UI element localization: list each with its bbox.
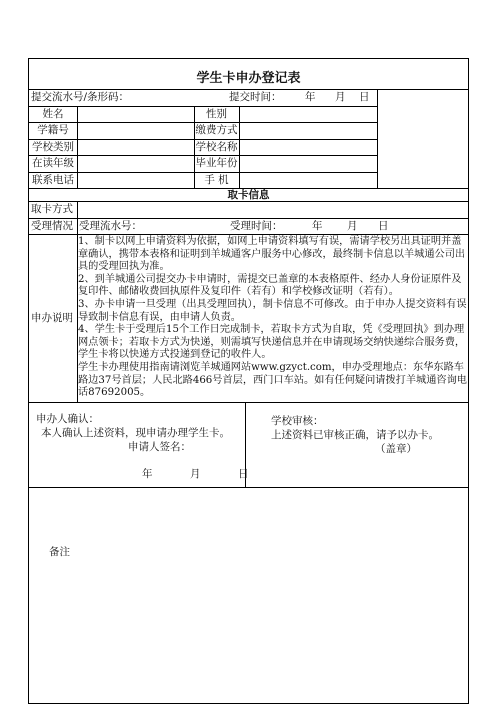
- mobile-label: 手 机: [204, 174, 229, 186]
- phone-field[interactable]: [78, 173, 193, 188]
- grad-year-field[interactable]: [240, 156, 376, 171]
- applicant-signature-field[interactable]: [189, 440, 243, 454]
- instructions-text: [78, 236, 468, 400]
- serial-label: 提交流水号/条形码：: [31, 91, 130, 103]
- school-type-label: 学校类别: [32, 141, 74, 153]
- mobile-field[interactable]: [240, 173, 376, 188]
- status-label: 受理情况: [31, 220, 73, 232]
- name-field[interactable]: [78, 107, 193, 122]
- remarks-field[interactable]: [89, 489, 467, 699]
- accept-month: 月: [347, 220, 358, 232]
- accept-time-label: 受理时间：: [230, 220, 283, 232]
- payment-label: 缴费方式: [195, 124, 238, 136]
- accept-year: 年: [312, 220, 323, 232]
- remarks-label: 备注: [49, 546, 70, 558]
- grade-label: 在读年级: [32, 157, 74, 169]
- name-label: 姓名: [42, 108, 64, 120]
- pickup-method-label: 取卡方式: [31, 203, 73, 215]
- school-statement: 上述资料已审核正确，请予以办卡。: [271, 429, 439, 441]
- applicant-month: 月: [190, 468, 201, 480]
- instruction-item: 学生卡办理使用指南请浏览羊城通网站www.gzyct.com，申办受理地点：东华东路车路边37号首层；人民北路466号首层，西门口车站。如有任何疑问请拨打羊城通咨询电话87692005。: [78, 361, 467, 399]
- student-id-field[interactable]: [78, 123, 193, 138]
- pickup-method-field[interactable]: [78, 202, 468, 217]
- gender-field[interactable]: [240, 107, 376, 122]
- instruction-item: 3、办卡申请一旦受理（出具受理回执），制卡信息不可修改。由于申办人提交资料有误导致制卡信息有误，由申请人负责。: [78, 298, 467, 323]
- registration-form: [28, 58, 469, 704]
- submit-time-label: 提交时间：: [229, 91, 282, 103]
- pickup-header: 取卡信息: [227, 189, 270, 201]
- grad-year-label: 毕业年份: [195, 157, 238, 169]
- gender-label: 性别: [206, 108, 227, 120]
- instruction-item: 2、到羊城通公司提交办卡申请时，需提交已盖章的本表格原件、经办人身份证原件及复印件、邮储收费回执原件及复印件（若有）和学校修改证明（若有）。: [78, 273, 462, 298]
- row-divider: [29, 402, 468, 403]
- school-name-field[interactable]: [240, 140, 376, 155]
- grade-field[interactable]: [78, 156, 193, 171]
- submit-day: 日: [359, 91, 370, 103]
- row-divider: [29, 487, 468, 488]
- accept-day: 日: [378, 220, 389, 232]
- instruction-item: 4、学生卡于受理后15个工作日完成制卡，若取卡方式为自取，凭《受理回执》到办理网点领卡；若取卡方式为快递，则需填写快递信息并在申请现场交纳快递综合服务费，学生卡将以快递方式投递到登记的收件人。: [78, 324, 466, 361]
- instructions-label: 申办说明: [31, 312, 73, 324]
- school-seal: （盖章）: [375, 443, 417, 455]
- student-id-label: 学籍号: [37, 124, 69, 136]
- phone-label: 联系电话: [32, 174, 74, 186]
- school-type-field[interactable]: [78, 140, 193, 155]
- row-divider: [29, 218, 468, 219]
- applicant-year: 年: [142, 468, 153, 480]
- applicant-statement: 本人确认上述资料，现申请办理学生卡。: [41, 427, 230, 439]
- submit-year: 年: [305, 91, 316, 103]
- instruction-item: 1、制卡以网上申请资料为依据，如网上申请资料填写有误，需请学校另出具证明并盖章确认，携带本表格和证明到羊城通客户服务中心修改，最终制卡信息以羊城通公司出具的受理回执为准。: [78, 236, 466, 273]
- school-review-label: 学校审核：: [271, 415, 324, 427]
- applicant-day: 日: [238, 468, 249, 480]
- payment-field[interactable]: [240, 123, 376, 138]
- photo-area: [378, 90, 468, 188]
- applicant-confirm-label: 申办人确认：: [36, 413, 99, 425]
- submit-month: 月: [335, 91, 346, 103]
- accept-serial-label: 受理流水号：: [79, 220, 142, 232]
- applicant-signature-label: 申请人签名：: [128, 441, 191, 453]
- row-divider: [29, 234, 468, 235]
- school-name-label: 学校名称: [195, 141, 238, 153]
- form-title: 学生卡申办登记表: [196, 71, 301, 86]
